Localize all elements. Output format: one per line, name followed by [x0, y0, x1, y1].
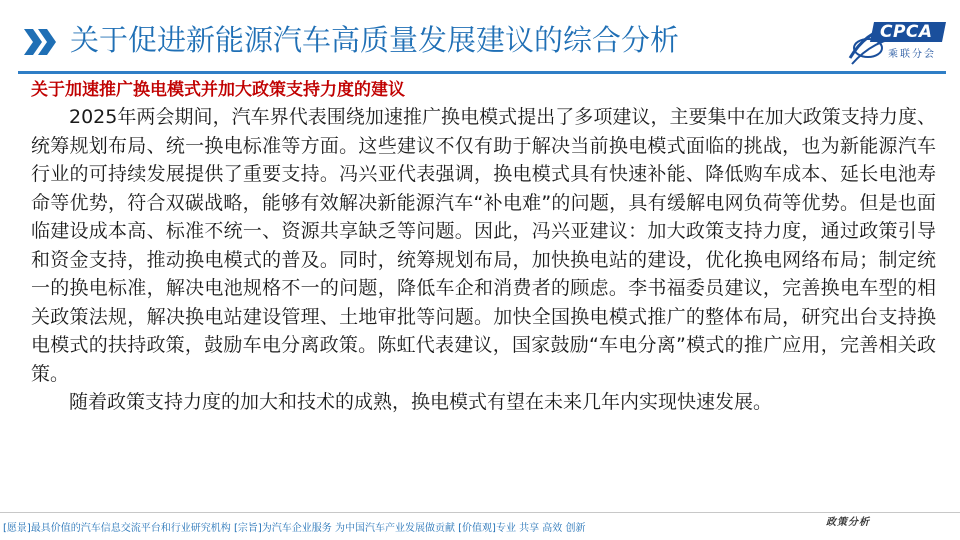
cpca-logo	[848, 18, 948, 68]
page-header	[0, 0, 960, 72]
footer-divider	[0, 512, 960, 513]
main-content	[31, 77, 936, 417]
double-chevron-right-icon	[24, 29, 58, 55]
body-paragraph: 2025年两会期间，汽车界代表围绕加速推广换电模式提出了多项建议，主要集中在加大政策支持力度、统筹规划布局、统一换电标准等方面。这些建议不仅有助于解决当前换电模式面临的挑战，也为新能源汽车行业的可持续发展提供了重要支持。冯兴亚代表强调，换电模式具有快速补能、降低购车成本、延长电池寿命等优势，符合双碳战略，能够有效解决新能源汽车“补电难”的问题，具有缓解电网负荷等优势。但是也面临建设成本高、标准不统一、资源共享缺乏等问题。因此，冯兴亚建议：加大政策支持力度，通过政策引导和资金支持，推动换电模式的普及。同时，统筹规划布局，加快换电站的建设，优化换电网络布局；制定统一的换电标准，解决电池规格不一的问题，降低车企和消费者的顾虑。李书福委员建议，完善换电车型的相关政策法规，解决换电站建设管理、土地审批等问题。加快全国换电模式推广的整体布局，研究出台支持换电模式的扶持政策，鼓励车电分离政策。陈虹代表建议，国家鼓励“车电分离”模式的推广应用，完善相关政策。	[31, 106, 936, 385]
logo-name: 乘联分会	[888, 49, 936, 60]
body-paragraph: 随着政策支持力度的加大和技术的成熟，换电模式有望在未来几年内实现快速发展。	[69, 391, 773, 413]
footer-mission: [愿景]最具价值的汽车信息交流平台和行业研究机构 [宗旨]为汽车企业服务 为中国汽车产业发展做贡献 [价值观]专业 共享 高效 创新	[3, 523, 586, 534]
footer-section-label: 政策分析	[826, 517, 870, 528]
header-divider	[18, 71, 946, 74]
logo-brand: CPCA	[880, 22, 933, 42]
page-title: 关于促进新能源汽车高质量发展建议的综合分析	[70, 23, 680, 57]
section-subtitle: 关于加速推广换电模式并加大政策支持力度的建议	[31, 80, 405, 100]
